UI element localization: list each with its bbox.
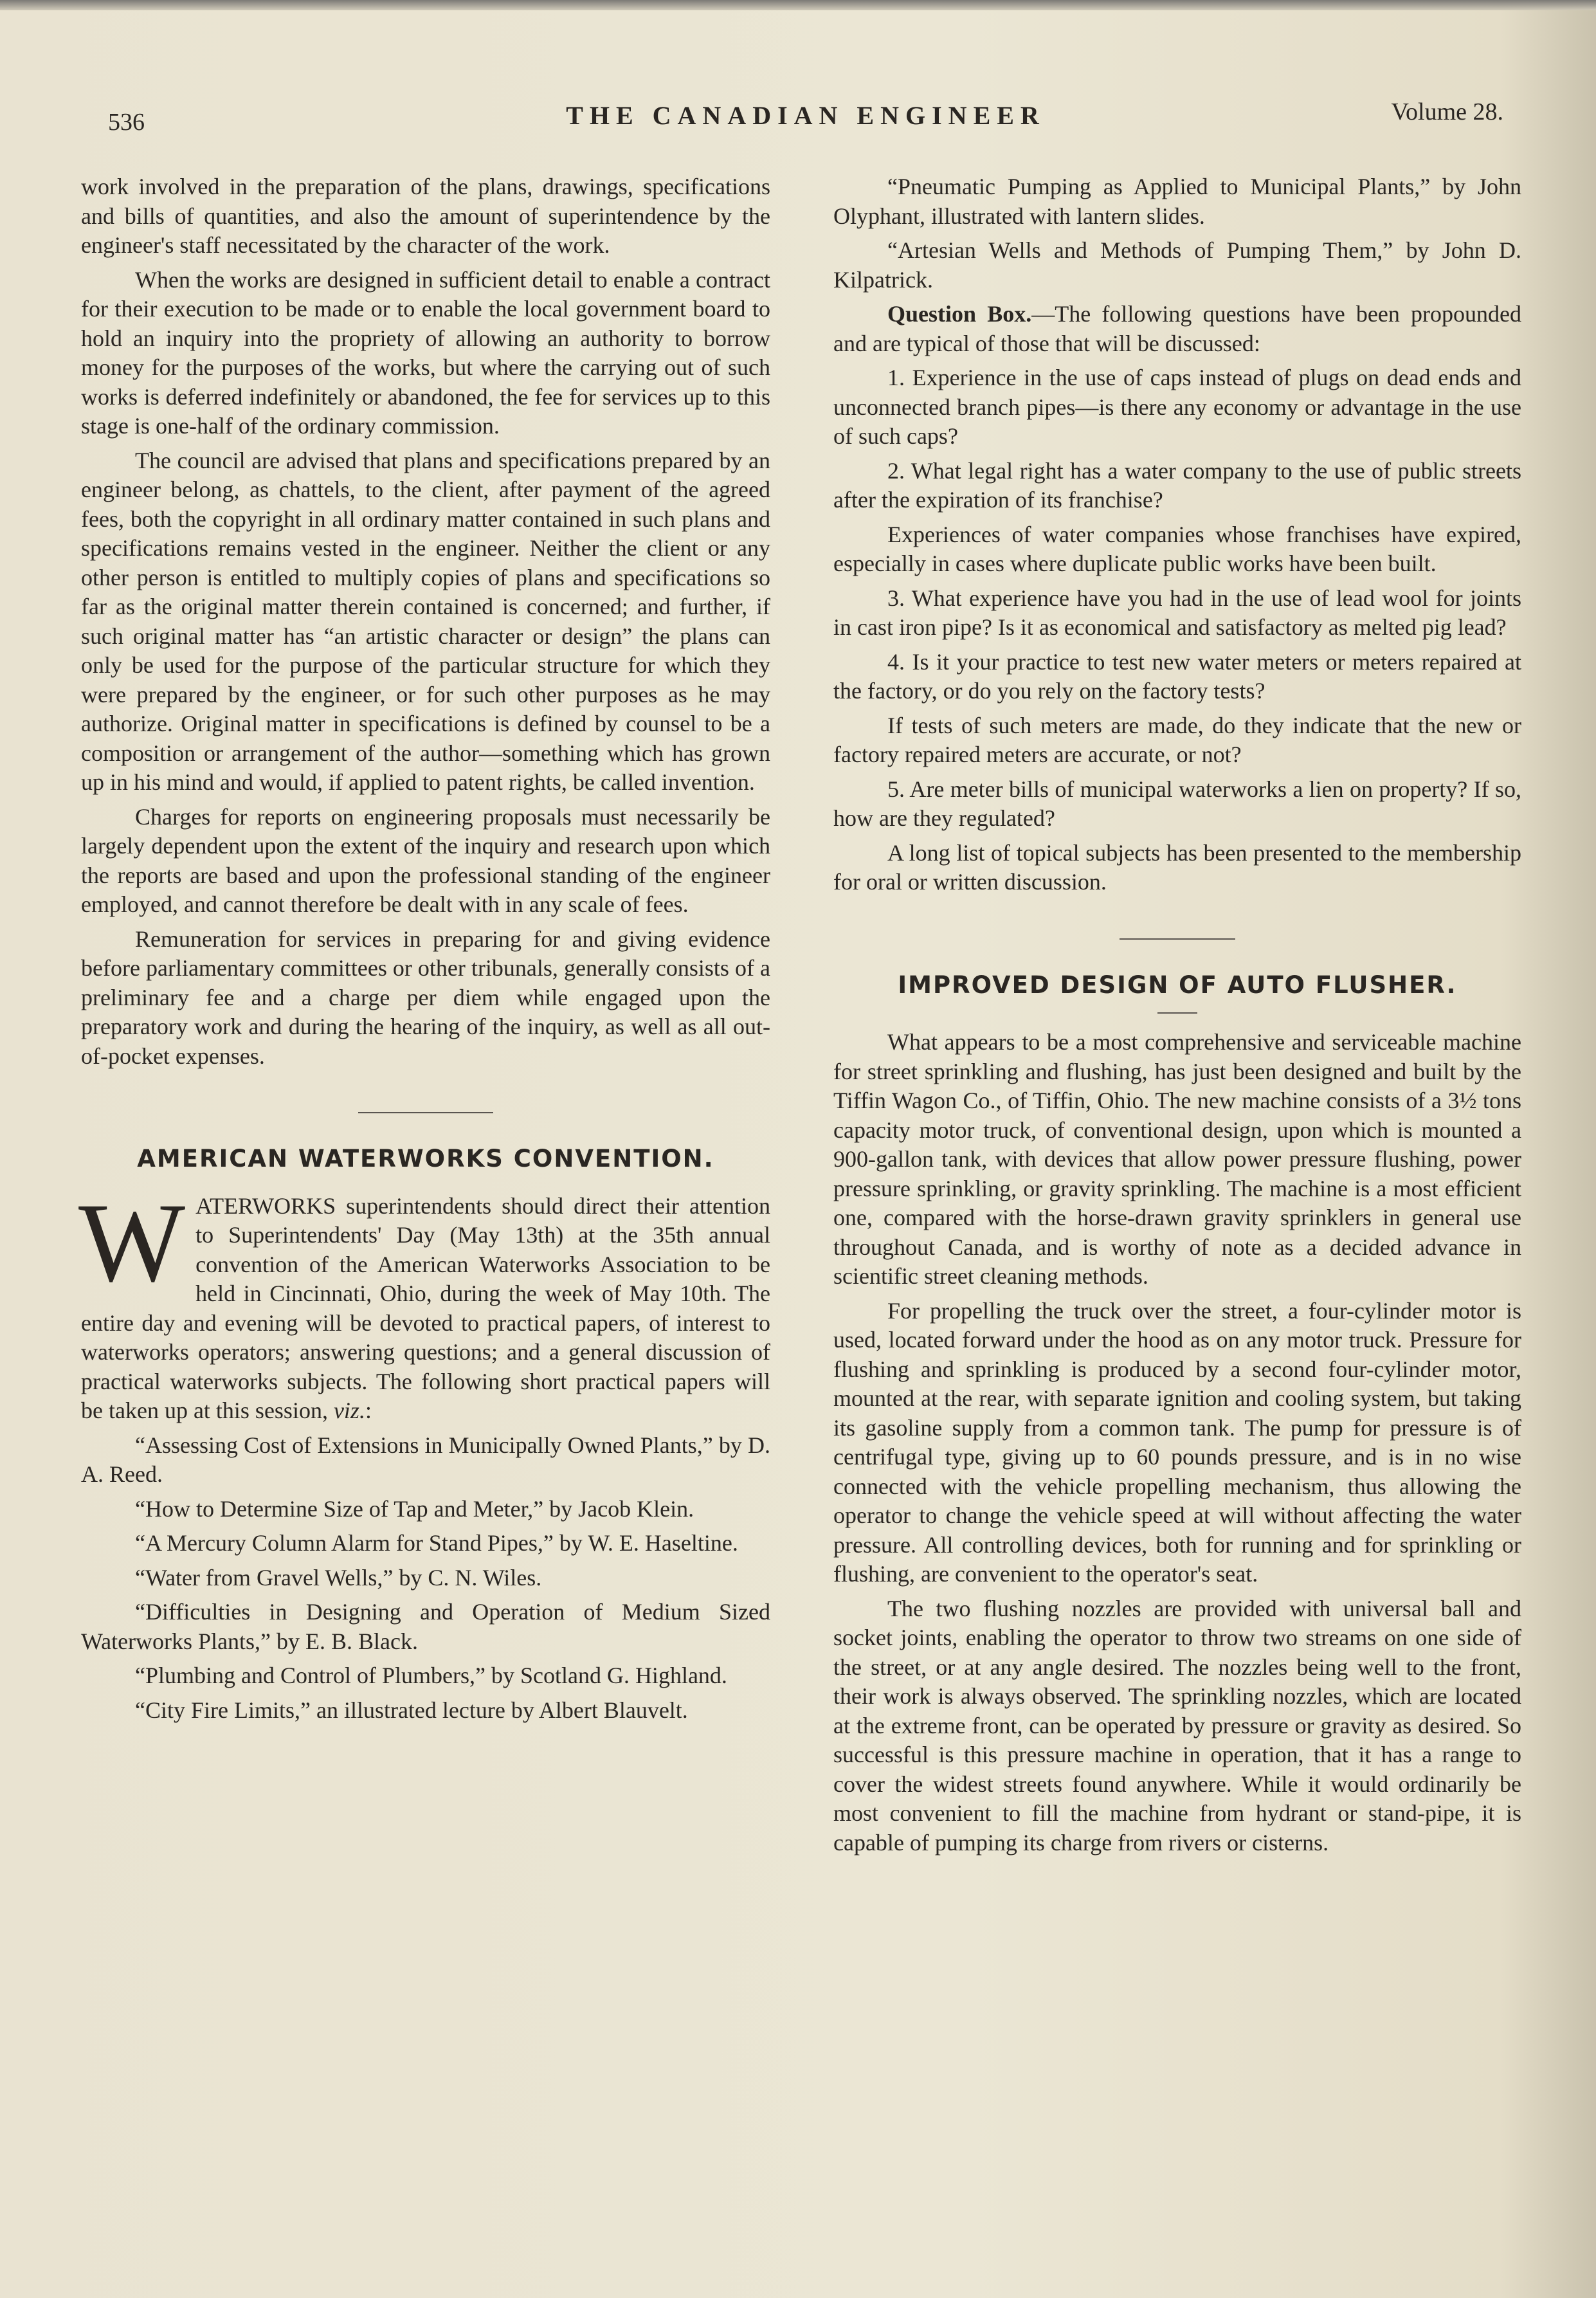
page-number: 536 <box>108 109 145 136</box>
heading-underline <box>1157 1012 1197 1014</box>
section-divider <box>358 1112 493 1113</box>
paragraph: When the works are designed in sufficient detail to enable a contract for their execution to be made or to enable the local government board to hold an inquiry into the propriety of allowing an authority to borrow money for the purposes of the works, but where the carrying out of such works is deferred indefinitely or abandoned, the fee for services up to this stage is one-half of the ordinary commission. <box>81 266 770 439</box>
right-column <box>833 172 1521 1857</box>
paragraph: The council are advised that plans and specifications prepared by an engineer belong, as chattels, to the client, after payment of the agreed fees, both the copyright in all ordinary matter contained in such plans and specifications remains vested in the engineer. Neither the client or any other person is entitled to multiply copies of plans and specifications so far as the original matter therein contained is concerned; and further, if such original matter has “an artistic character or design” the plans can only be used for the purpose of the particular structure for which they were prepared by the engineer, or for such other purposes as he may authorize. Original matter in specifications is defined by counsel to be a composition or arrangement of the author—something which has grown up in his mind and would, if applied to patent rights, be called invention. <box>81 447 770 795</box>
paper-item: “Assessing Cost of Extensions in Municipally Owned Plants,” by D. A. Reed. <box>81 1432 770 1487</box>
paragraph: Remuneration for services in preparing for and giving evidence before parliamentary committees or other tribunals, generally consists of a preliminary fee and a charge per diem while engaged upon the preparatory work and during the hearing of the inquiry, as well as all out-of-pocket expenses. <box>81 926 770 1069</box>
paper-item: “Difficulties in Designing and Operation of Medium Sized Waterworks Plants,” by E. B. Black. <box>81 1599 770 1654</box>
question-box-intro <box>833 300 1521 358</box>
paper-item: “A Mercury Column Alarm for Stand Pipes,” by W. E. Haseltine. <box>135 1530 738 1556</box>
question-box-label: Question Box. <box>887 301 1032 327</box>
question-item: 4. Is it your practice to test new water meters or meters repaired at the factory, or do you rely on the factory tests? <box>833 648 1521 704</box>
paper-item: “How to Determine Size of Tap and Meter,” by Jacob Klein. <box>135 1495 694 1522</box>
scan-top-edge <box>0 0 1596 10</box>
question-item: Experiences of water companies whose franchises have expired, especially in cases where duplicate public works have been built. <box>833 521 1521 576</box>
left-column <box>78 172 770 1725</box>
section-heading: AMERICAN WATERWORKS CONVENTION. <box>137 1145 714 1172</box>
intro-text: ATERWORKS superintendents should direct their attention to Superintendents' Day (May 13th) at the 35th annual convention of the American Waterworks Association to be held in Cincinnati, Ohio, during the week of May 10th. The entire day and evening will be devoted to practical papers, of interest to waterworks operators; answering questions; and a general discussion of practical waterworks subjects. The following short practical papers will be taken up at this session, <box>81 1192 770 1423</box>
paragraph: work involved in the preparation of the plans, drawings, specifications and bills of quantities, and also the amount of superintendence by the engineer's staff necessitated by the character of the work. <box>81 174 770 258</box>
section-heading: IMPROVED DESIGN OF AUTO FLUSHER. <box>898 971 1457 999</box>
paper-item: “Artesian Wells and Methods of Pumping Them,” by John D. Kilpatrick. <box>833 237 1521 293</box>
paper-item: “Water from Gravel Wells,” by C. N. Wiles. <box>135 1564 542 1591</box>
question-box-text: —The following questions have been propounded and are typical of those that will be discussed: <box>833 301 1522 356</box>
question-item: 3. What experience have you had in the use of lead wool for joints in cast iron pipe? Is it as economical and satisfactory as melted pig lead? <box>833 585 1521 640</box>
intro-end: : <box>365 1398 372 1423</box>
drop-cap: W <box>78 1180 186 1306</box>
paragraph: For propelling the truck over the street, a four-cylinder motor is used, located forward under the hood as on any motor truck. Pressure for flushing and sprinkling is produced by a second four-cylinder motor, mounted at the rear, with separate ignition and cooling system, but taking its gasoline supply from a common tank. The pump for pressure is of centrifugal type, giving up to 60 pounds pressure, and is in no wise connected with the vehicle propelling mechanism, thus allowing the operator to change the vehicle speed at will without affecting the water pressure. All controlling devices, both for running and for sprinkling or flushing, are convenient to the operator's seat. <box>833 1297 1521 1587</box>
question-item: 2. What legal right has a water company to the use of public streets after the expiration of its franchise? <box>833 457 1521 513</box>
question-item: If tests of such meters are made, do they indicate that the new or factory repaired meters are accurate, or not? <box>833 712 1521 767</box>
paragraph: Charges for reports on engineering proposals must necessarily be largely dependent upon the extent of the inquiry and research upon which the reports are based and upon the professional standing of the engineer employed, and cannot therefore be dealt with in any scale of fees. <box>81 803 770 917</box>
convention-intro <box>78 1180 770 1426</box>
paragraph: The two flushing nozzles are provided with universal ball and socket joints, enabling the operator to throw two streams on one side of the street, or at any angle desired. The nozzles being well to the front, their work is always observed. The sprinkling nozzles, which are located at the extreme front, can be operated by pressure or gravity as desired. So successful is this pressure machine in operation, that it has a range to cover the widest streets found anywhere. While it would ordinarily be most convenient to fill the machine from hydrant or stand-pipe, it is capable of pumping its charge from rivers or cisterns. <box>833 1595 1521 1856</box>
viz-abbrev: viz. <box>333 1398 365 1423</box>
question-item: 5. Are meter bills of municipal waterworks a lien on property? If so, how are they regulated? <box>833 776 1521 831</box>
running-header <box>108 95 1503 134</box>
question-item: 1. Experience in the use of caps instead of plugs on dead ends and unconnected branch pipes—is there any economy or advantage in the use of such caps? <box>833 365 1521 449</box>
paragraph: What appears to be a most comprehensive and serviceable machine for street sprinkling and flushing, has just been designed and built by the Tiffin Wagon Co., of Tiffin, Ohio. The new machine consists of a 3½ tons capacity motor truck, of conventional design, upon which is mounted a 900-gallon tank, with devices that allow power pressure flushing, power pressure sprinkling, or gravity sprinkling. The machine is a most efficient one, compared with the horse-drawn gravity sprinklers in general use throughout Canada, and is worthy of note as a decided advance in scientific street cleaning methods. <box>833 1029 1521 1289</box>
journal-title: THE CANADIAN ENGINEER <box>566 101 1046 130</box>
paper-item: “Pneumatic Pumping as Applied to Municipal Plants,” by John Olyphant, illustrated with lantern slides. <box>833 174 1521 229</box>
section-divider <box>1120 938 1235 940</box>
paper-item: “Plumbing and Control of Plumbers,” by Scotland G. Highland. <box>135 1663 727 1688</box>
paper-item: “City Fire Limits,” an illustrated lecture by Albert Blauvelt. <box>135 1697 688 1723</box>
question-item: A long list of topical subjects has been presented to the membership for oral or written discussion. <box>833 839 1521 895</box>
volume-label: Volume 28. <box>1391 98 1503 125</box>
